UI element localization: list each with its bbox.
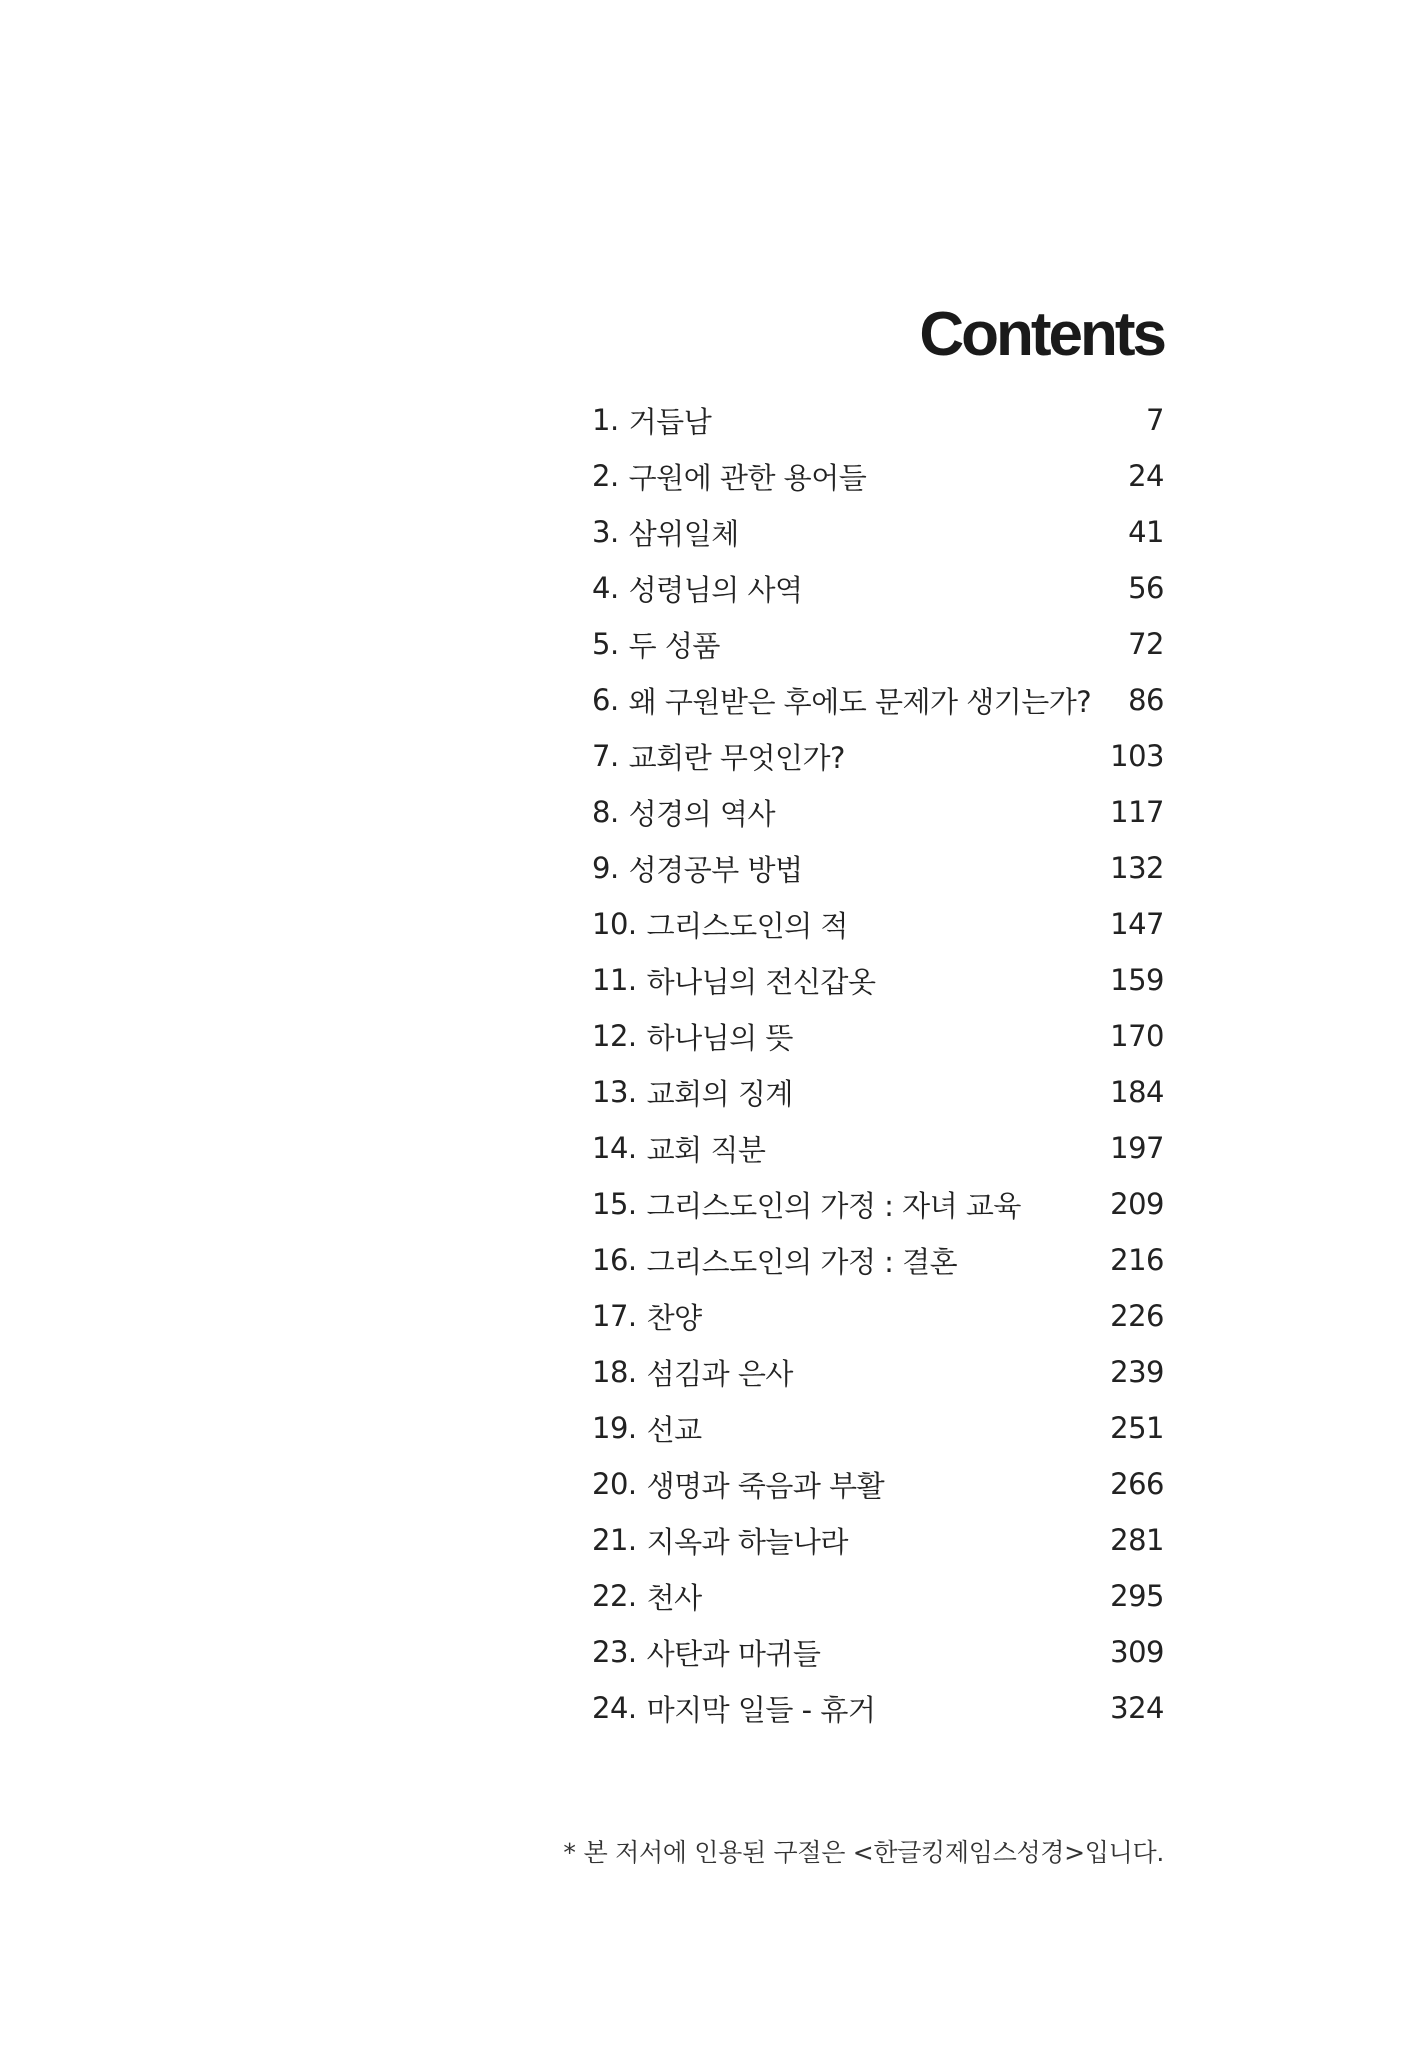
toc-entry-number: 1. — [592, 403, 619, 437]
toc-entry-label — [592, 960, 875, 1001]
toc-entry-label — [592, 1296, 702, 1337]
toc-entry-number: 2. — [592, 459, 619, 493]
toc-entry-page: 324 — [1110, 1691, 1164, 1725]
toc-entry-5 — [592, 616, 1164, 672]
toc-entry-number: 13. — [592, 1075, 637, 1109]
toc-entry-label — [592, 904, 848, 945]
toc-entry-number: 12. — [592, 1019, 637, 1053]
toc-entry-label — [592, 1576, 702, 1617]
toc-entry-number: 6. — [592, 683, 619, 717]
toc-entry-title: 생명과 죽음과 부활 — [646, 1468, 885, 1503]
toc-entry-23 — [592, 1624, 1164, 1680]
toc-entry-page: 295 — [1110, 1579, 1164, 1613]
footnote — [563, 1833, 1164, 1869]
toc-entry-title: 그리스도인의 가정 : 결혼 — [646, 1244, 958, 1279]
toc-entry-page: 226 — [1110, 1299, 1164, 1333]
toc-entry-label — [592, 848, 802, 889]
toc-entry-label — [592, 1632, 820, 1673]
toc-entry-page: 56 — [1128, 571, 1164, 605]
table-of-contents — [592, 392, 1164, 1736]
toc-entry-number: 19. — [592, 1411, 637, 1445]
toc-entry-title: 성령님의 사역 — [628, 572, 803, 607]
toc-entry-title: 천사 — [646, 1580, 702, 1615]
toc-entry-8 — [592, 784, 1164, 840]
toc-entry-number: 17. — [592, 1299, 637, 1333]
toc-entry-title: 삼위일체 — [628, 516, 739, 551]
toc-entry-title: 그리스도인의 가정 : 자녀 교육 — [646, 1188, 1021, 1223]
toc-entry-number: 22. — [592, 1579, 637, 1613]
toc-entry-page: 216 — [1110, 1243, 1164, 1277]
toc-entry-title: 선교 — [646, 1412, 702, 1447]
toc-entry-13 — [592, 1064, 1164, 1120]
toc-entry-label — [592, 568, 802, 609]
toc-entry-title: 사탄과 마귀들 — [646, 1636, 821, 1671]
toc-entry-page: 147 — [1110, 907, 1164, 941]
toc-entry-17 — [592, 1288, 1164, 1344]
toc-entry-10 — [592, 896, 1164, 952]
toc-entry-label — [592, 456, 866, 497]
toc-entry-page: 24 — [1128, 459, 1164, 493]
toc-entry-title: 하나님의 전신갑옷 — [646, 964, 876, 999]
toc-entry-label — [592, 1072, 793, 1113]
toc-entry-label — [592, 400, 711, 441]
toc-entry-label — [592, 1520, 848, 1561]
toc-entry-number: 9. — [592, 851, 619, 885]
toc-entry-number: 16. — [592, 1243, 637, 1277]
toc-entry-page: 41 — [1128, 515, 1164, 549]
toc-entry-title: 섬김과 은사 — [646, 1356, 793, 1391]
toc-entry-number: 7. — [592, 739, 619, 773]
toc-entry-number: 18. — [592, 1355, 637, 1389]
toc-entry-24 — [592, 1680, 1164, 1736]
toc-entry-number: 3. — [592, 515, 619, 549]
toc-entry-number: 15. — [592, 1187, 637, 1221]
toc-entry-number: 10. — [592, 907, 637, 941]
toc-entry-page: 309 — [1110, 1635, 1164, 1669]
toc-entry-title: 교회란 무엇인가? — [628, 740, 845, 775]
toc-entry-title: 구원에 관한 용어들 — [628, 460, 867, 495]
toc-entry-page: 281 — [1110, 1523, 1164, 1557]
toc-entry-12 — [592, 1008, 1164, 1064]
toc-entry-18 — [592, 1344, 1164, 1400]
toc-entry-page: 197 — [1110, 1131, 1164, 1165]
toc-entry-15 — [592, 1176, 1164, 1232]
footnote-text: 본 저서에 인용된 구절은 <한글킹제임스성경>입니다. — [583, 1838, 1164, 1867]
toc-entry-title: 교회 직분 — [646, 1132, 766, 1167]
toc-entry-number: 4. — [592, 571, 619, 605]
toc-entry-page: 170 — [1110, 1019, 1164, 1053]
toc-entry-number: 21. — [592, 1523, 637, 1557]
toc-entry-3 — [592, 504, 1164, 560]
toc-entry-9 — [592, 840, 1164, 896]
toc-entry-11 — [592, 952, 1164, 1008]
toc-entry-label — [592, 1464, 884, 1505]
toc-entry-number: 8. — [592, 795, 619, 829]
toc-entry-page: 72 — [1128, 627, 1164, 661]
toc-entry-title: 하나님의 뜻 — [646, 1020, 793, 1055]
footnote-asterisk: * — [563, 1838, 576, 1867]
toc-entry-6 — [592, 672, 1164, 728]
toc-entry-14 — [592, 1120, 1164, 1176]
toc-entry-title: 두 성품 — [628, 628, 720, 663]
toc-entry-page: 86 — [1128, 683, 1164, 717]
toc-entry-page: 184 — [1110, 1075, 1164, 1109]
toc-entry-21 — [592, 1512, 1164, 1568]
toc-entry-page: 239 — [1110, 1355, 1164, 1389]
toc-entry-label — [592, 1016, 793, 1057]
toc-entry-page: 266 — [1110, 1467, 1164, 1501]
toc-entry-7 — [592, 728, 1164, 784]
toc-entry-22 — [592, 1568, 1164, 1624]
toc-entry-label — [592, 1240, 957, 1281]
toc-entry-label — [592, 1408, 702, 1449]
toc-entry-page: 7 — [1146, 403, 1164, 437]
toc-entry-title: 교회의 징계 — [646, 1076, 793, 1111]
toc-entry-number: 5. — [592, 627, 619, 661]
toc-entry-number: 20. — [592, 1467, 637, 1501]
toc-entry-label — [592, 1688, 875, 1729]
toc-entry-label — [592, 1352, 793, 1393]
toc-entry-number: 23. — [592, 1635, 637, 1669]
page-title: Contents — [919, 299, 1164, 369]
toc-entry-page: 117 — [1110, 795, 1164, 829]
toc-entry-page: 251 — [1110, 1411, 1164, 1445]
toc-entry-1 — [592, 392, 1164, 448]
toc-entry-label — [592, 792, 775, 833]
toc-entry-number: 24. — [592, 1691, 637, 1725]
toc-entry-title: 마지막 일들 - 휴거 — [646, 1692, 876, 1727]
toc-entry-title: 왜 구원받은 후에도 문제가 생기는가? — [628, 684, 1092, 719]
toc-entry-label — [592, 736, 845, 777]
toc-entry-label — [592, 512, 739, 553]
toc-entry-title: 거듭남 — [628, 404, 712, 439]
toc-entry-2 — [592, 448, 1164, 504]
toc-entry-title: 찬양 — [646, 1300, 702, 1335]
toc-entry-page: 159 — [1110, 963, 1164, 997]
toc-entry-title: 그리스도인의 적 — [646, 908, 848, 943]
toc-entry-title: 성경의 역사 — [628, 796, 775, 831]
toc-entry-16 — [592, 1232, 1164, 1288]
toc-entry-4 — [592, 560, 1164, 616]
toc-entry-label — [592, 1128, 765, 1169]
toc-entry-page: 103 — [1110, 739, 1164, 773]
toc-entry-page: 132 — [1110, 851, 1164, 885]
toc-entry-19 — [592, 1400, 1164, 1456]
toc-entry-title: 성경공부 방법 — [628, 852, 803, 887]
toc-entry-number: 11. — [592, 963, 637, 997]
toc-entry-label — [592, 624, 720, 665]
toc-entry-number: 14. — [592, 1131, 637, 1165]
toc-entry-title: 지옥과 하늘나라 — [646, 1524, 848, 1559]
toc-entry-20 — [592, 1456, 1164, 1512]
toc-entry-label — [592, 1184, 1021, 1225]
toc-entry-page: 209 — [1110, 1187, 1164, 1221]
toc-entry-label — [592, 680, 1091, 721]
